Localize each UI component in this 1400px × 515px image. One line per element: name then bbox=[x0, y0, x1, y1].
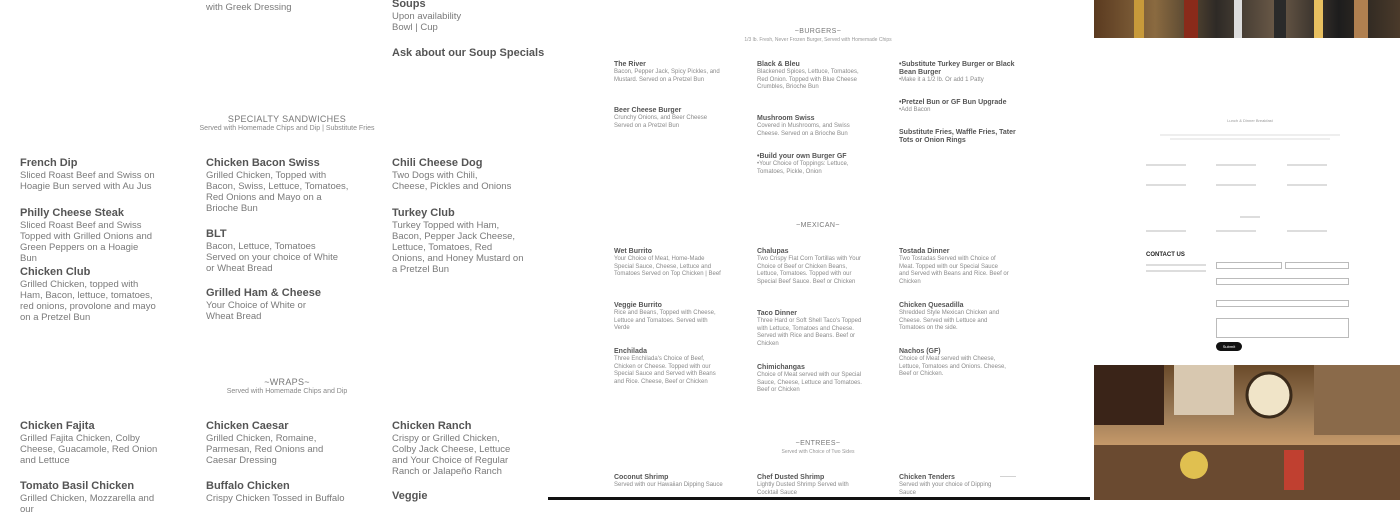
section-title: ~WRAPS~ bbox=[264, 377, 310, 387]
menu-item-desc: Grilled Chicken, topped with Ham, Bacon, lettuce, tomatoes, red onions, provolone and mayo on a Pretzel Bun bbox=[20, 279, 156, 323]
menu-item-title: Coconut Shrimp bbox=[614, 474, 669, 481]
menu-item-desc: Two Dogs with Chili, Cheese, Pickles and Onions bbox=[392, 170, 512, 192]
menu-item bbox=[206, 228, 346, 274]
website-thumbnail bbox=[1130, 100, 1370, 360]
menu-item-title: Grilled Ham & Cheese bbox=[206, 287, 321, 299]
menu-item bbox=[20, 266, 160, 323]
menu-item-title: Chef Dusted Shrimp bbox=[757, 474, 825, 481]
menu-item bbox=[20, 480, 165, 515]
menu-item-title: Chicken Fajita bbox=[20, 420, 95, 432]
menu-item-title: Chicken Tenders bbox=[899, 474, 955, 481]
menu-item-title: Chicken Bacon Swiss bbox=[206, 157, 320, 169]
menu-item bbox=[899, 61, 1024, 85]
menu-item-desc: Lightly Dusted Shrimp Served with Cocktail Sauce bbox=[757, 482, 849, 496]
soup-specials-note: Ask about our Soup Specials bbox=[392, 47, 545, 59]
section-title: ~ENTREES~ bbox=[795, 440, 841, 447]
menu-item-title: Buffalo Chicken bbox=[206, 480, 290, 492]
menu-item-desc: •Your Choice of Toppings: Lettuce, Tomatoes, Pickle, Onion bbox=[757, 161, 849, 175]
menu-item bbox=[757, 115, 867, 138]
menu-item bbox=[20, 157, 160, 192]
menu-item-desc: Grilled Chicken, Topped with Bacon, Swiss, Lettuce, Tomatoes, Red Onions and Mayo on a Brioche Bun bbox=[206, 170, 349, 214]
menu-item-title: Tostada Dinner bbox=[899, 248, 950, 255]
menu-item-desc: Bacon, Lettuce, Tomatoes Served on your choice of White or Wheat Bread bbox=[206, 241, 339, 274]
menu-item-title: •Pretzel Bun or GF Bun Upgrade bbox=[899, 99, 1007, 106]
menu-item bbox=[206, 420, 346, 466]
menu-item bbox=[614, 348, 724, 386]
menu-item bbox=[614, 302, 724, 333]
restaurant-photo-top bbox=[1094, 0, 1400, 38]
menu-item-title: •Substitute Turkey Burger or Black Bean Burger bbox=[899, 61, 1015, 76]
menu-item-title: Veggie bbox=[392, 490, 428, 502]
menu-item-title: Nachos (GF) bbox=[899, 348, 941, 355]
submit-button[interactable]: Submit bbox=[1216, 342, 1242, 351]
menu-item-title: Enchilada bbox=[614, 348, 648, 355]
menu-item-title: Philly Cheese Steak bbox=[20, 207, 124, 219]
menu-item bbox=[392, 207, 527, 275]
message-field[interactable] bbox=[1216, 318, 1349, 338]
menu-item bbox=[757, 61, 867, 92]
menu-item-desc: •Add Bacon bbox=[899, 107, 931, 113]
menu-item-title: Black & Bleu bbox=[757, 61, 800, 68]
menu-item bbox=[392, 420, 522, 477]
section-title: ~BURGERS~ bbox=[794, 28, 842, 35]
menu-item-desc: Two Crispy Flat Corn Tortillas with Your Choice of Beef or Chicken Beans, Lettuce, Tomatoes. Topped with our Special Beef Sauce. Beef or Chicken bbox=[757, 256, 861, 285]
menu-item-desc: Your Choice of White or Wheat Bread bbox=[206, 300, 306, 322]
menu-item-desc: Sliced Roast Beef and Swiss Topped with Grilled Onions and Green Peppers on a Hoagie Bun bbox=[20, 220, 153, 264]
menu-item bbox=[392, 157, 512, 192]
menu-item bbox=[20, 420, 165, 466]
menu-item-desc: Shredded Style Mexican Chicken and Cheese. Served with Lettuce and Tomatoes on the side. bbox=[899, 310, 1000, 331]
menu-item bbox=[757, 153, 867, 176]
menu-item-desc: Three Enchilada's Choice of Beef, Chicken or Cheese. Topped with our Special Sauce and Served with Beans and Rice. Cheese, Beef or Chicken bbox=[614, 356, 716, 385]
menu-item-title: Chili Cheese Dog bbox=[392, 157, 483, 169]
menu-item-desc: Two Tostadas Served with Choice of Meat. Topped with our Special Sauce and Served with Beans and Rice. Beef or Chicken bbox=[899, 256, 1009, 285]
menu-item bbox=[757, 248, 867, 286]
menu-item bbox=[899, 348, 1009, 379]
menu-item bbox=[614, 474, 724, 490]
menu-item bbox=[899, 302, 1009, 333]
menu-item bbox=[614, 248, 724, 279]
menu-item bbox=[899, 248, 1009, 286]
section-subtitle: Served with Homemade Chips and Dip | Substitute Fries bbox=[199, 125, 375, 132]
menu-item bbox=[899, 129, 1024, 145]
menu-item-desc: Served with your choice of Dipping Sauce bbox=[899, 482, 992, 496]
phone-field[interactable] bbox=[1216, 300, 1349, 307]
menu-item bbox=[899, 99, 1024, 115]
menu-item-title: Mushroom Swiss bbox=[757, 115, 815, 122]
name-field[interactable] bbox=[1216, 262, 1282, 269]
menu-item-title: Chalupas bbox=[757, 248, 789, 255]
menu-item bbox=[757, 474, 867, 497]
menu-item-desc: Sliced Roast Beef and Swiss on Hoagie Bun served with Au Jus bbox=[20, 170, 155, 192]
menu-item-title: BLT bbox=[206, 228, 227, 240]
menu-item bbox=[614, 61, 724, 84]
menu-item-desc: Served with our Hawaiian Dipping Sauce bbox=[614, 482, 723, 488]
section-subtitle: 1/3 lb. Fresh, Never Frozen Burger, Served with Homemade Chips bbox=[744, 37, 892, 43]
menu-item bbox=[206, 287, 336, 322]
menu-item-desc: Crispy or Grilled Chicken, Colby Jack Cheese, Lettuce and Your Choice of Regular Ranch or Jalapeño Ranch bbox=[392, 433, 511, 477]
menu-item-desc: Choice of Meat served with our Special Sauce, Cheese, Lettuce and Tomatoes. Beef or Chicken bbox=[757, 372, 862, 393]
menu-item-title: Chicken Ranch bbox=[392, 420, 472, 432]
scroll-divider bbox=[548, 497, 1090, 500]
section-subtitle: Served with Homemade Chips and Dip bbox=[226, 388, 348, 395]
menu-item-desc: Covered in Mushrooms, and Swiss Cheese. Served on a Brioche Bun bbox=[757, 123, 850, 137]
menu-item-desc: Turkey Topped with Ham, Bacon, Pepper Jack Cheese, Lettuce, Tomatoes, Red Onions, and Honey Mustard on a Pretzel Bun bbox=[392, 220, 524, 275]
menu-item-desc: Crunchy Onions, and Beer Cheese Served on a Pretzel Bun bbox=[614, 115, 708, 129]
menu-item-desc: Crispy Chicken Tossed in Buffalo bbox=[206, 493, 345, 504]
menu-item-title: Chicken Quesadilla bbox=[899, 302, 964, 309]
mini-heading: Lunch & Dinner Breakfast bbox=[1227, 118, 1273, 123]
bar-interior-image bbox=[1094, 365, 1400, 500]
menu-item-desc: Upon availability Bowl | Cup bbox=[392, 11, 462, 33]
menu-item-desc: Blackened Spices, Lettuce, Tomatoes, Red Onion. Topped with Blue Cheese Crumbles, Brioche Bun bbox=[757, 69, 859, 90]
menu-item-title: Veggie Burrito bbox=[614, 302, 662, 309]
menu-item bbox=[206, 157, 351, 214]
menu-item-desc: Choice of Meat served with Cheese, Lettuce, Tomatoes and Onions. Cheese, Beef or Chicken. bbox=[899, 356, 1006, 377]
menu-item-desc: with Greek Dressing bbox=[206, 2, 292, 13]
menu-item bbox=[614, 107, 724, 130]
menu-item-desc: •Make it a 1/2 lb. Or add 1 Patty bbox=[899, 77, 984, 83]
menu-item-title: French Dip bbox=[20, 157, 78, 169]
menu-item-title: Substitute Fries, Waffle Fries, Tater Tots or Onion Rings bbox=[899, 129, 1016, 144]
menu-item-desc: Grilled Chicken, Mozzarella and our bbox=[20, 493, 155, 515]
bar-taps-image bbox=[1094, 0, 1400, 38]
menu-item-desc: Bacon, Pepper Jack, Spicy Pickles, and Mustard. Served on a Pretzel Bun bbox=[614, 69, 720, 83]
menu-item-desc: Grilled Fajita Chicken, Colby Cheese, Guacamole, Red Onion and Lettuce bbox=[20, 433, 158, 466]
menu-item-title: Tomato Basil Chicken bbox=[20, 480, 135, 492]
menu-item bbox=[206, 480, 346, 504]
menu-item bbox=[757, 310, 867, 348]
menu-item bbox=[757, 364, 867, 395]
email-field[interactable] bbox=[1216, 278, 1349, 285]
menu-item-desc: Three Hard or Soft Shell Taco's Topped with Lettuce, Tomatoes and Cheese. Served with Rice and Beans. Beef or Chicken bbox=[757, 318, 862, 347]
menu-item-title: Soups bbox=[392, 0, 426, 10]
menu-item-title: The River bbox=[614, 61, 646, 68]
restaurant-photo-bottom bbox=[1094, 365, 1400, 500]
menu-item-title: Wet Burrito bbox=[614, 248, 652, 255]
menu-item-title: Beer Cheese Burger bbox=[614, 107, 682, 114]
contact-title: CONTACT US bbox=[1146, 252, 1185, 258]
menu-item bbox=[392, 490, 522, 503]
menu-item bbox=[20, 207, 155, 264]
menu-item-desc: Your Choice of Meat, Home-Made Special Sauce, Cheese, Lettuce and Tomatoes Served on Top Chicken | Beef bbox=[614, 256, 721, 277]
menu-item-title: Chimichangas bbox=[757, 364, 805, 371]
menu-item bbox=[899, 474, 1009, 497]
lastname-field[interactable] bbox=[1285, 262, 1349, 269]
section-title: ~MEXICAN~ bbox=[796, 222, 840, 229]
menu-item-title: Turkey Club bbox=[392, 207, 455, 219]
dashes-decoration: -------- bbox=[1000, 474, 1016, 480]
menu-item-title: Chicken Club bbox=[20, 266, 91, 278]
menu-item-title: Chicken Caesar bbox=[206, 420, 289, 432]
menu-item-desc: Grilled Chicken, Romaine, Parmesan, Red Onions and Caesar Dressing bbox=[206, 433, 324, 466]
section-subtitle: Served with Choice of Two Sides bbox=[781, 449, 855, 455]
menu-item-title: •Build your own Burger GF bbox=[757, 153, 847, 160]
section-title: SPECIALTY SANDWICHES bbox=[227, 114, 347, 124]
menu-item-title: Taco Dinner bbox=[757, 310, 797, 317]
menu-item-desc: Rice and Beans, Topped with Cheese, Lettuce and Tomatoes. Served with Verde bbox=[614, 310, 716, 331]
